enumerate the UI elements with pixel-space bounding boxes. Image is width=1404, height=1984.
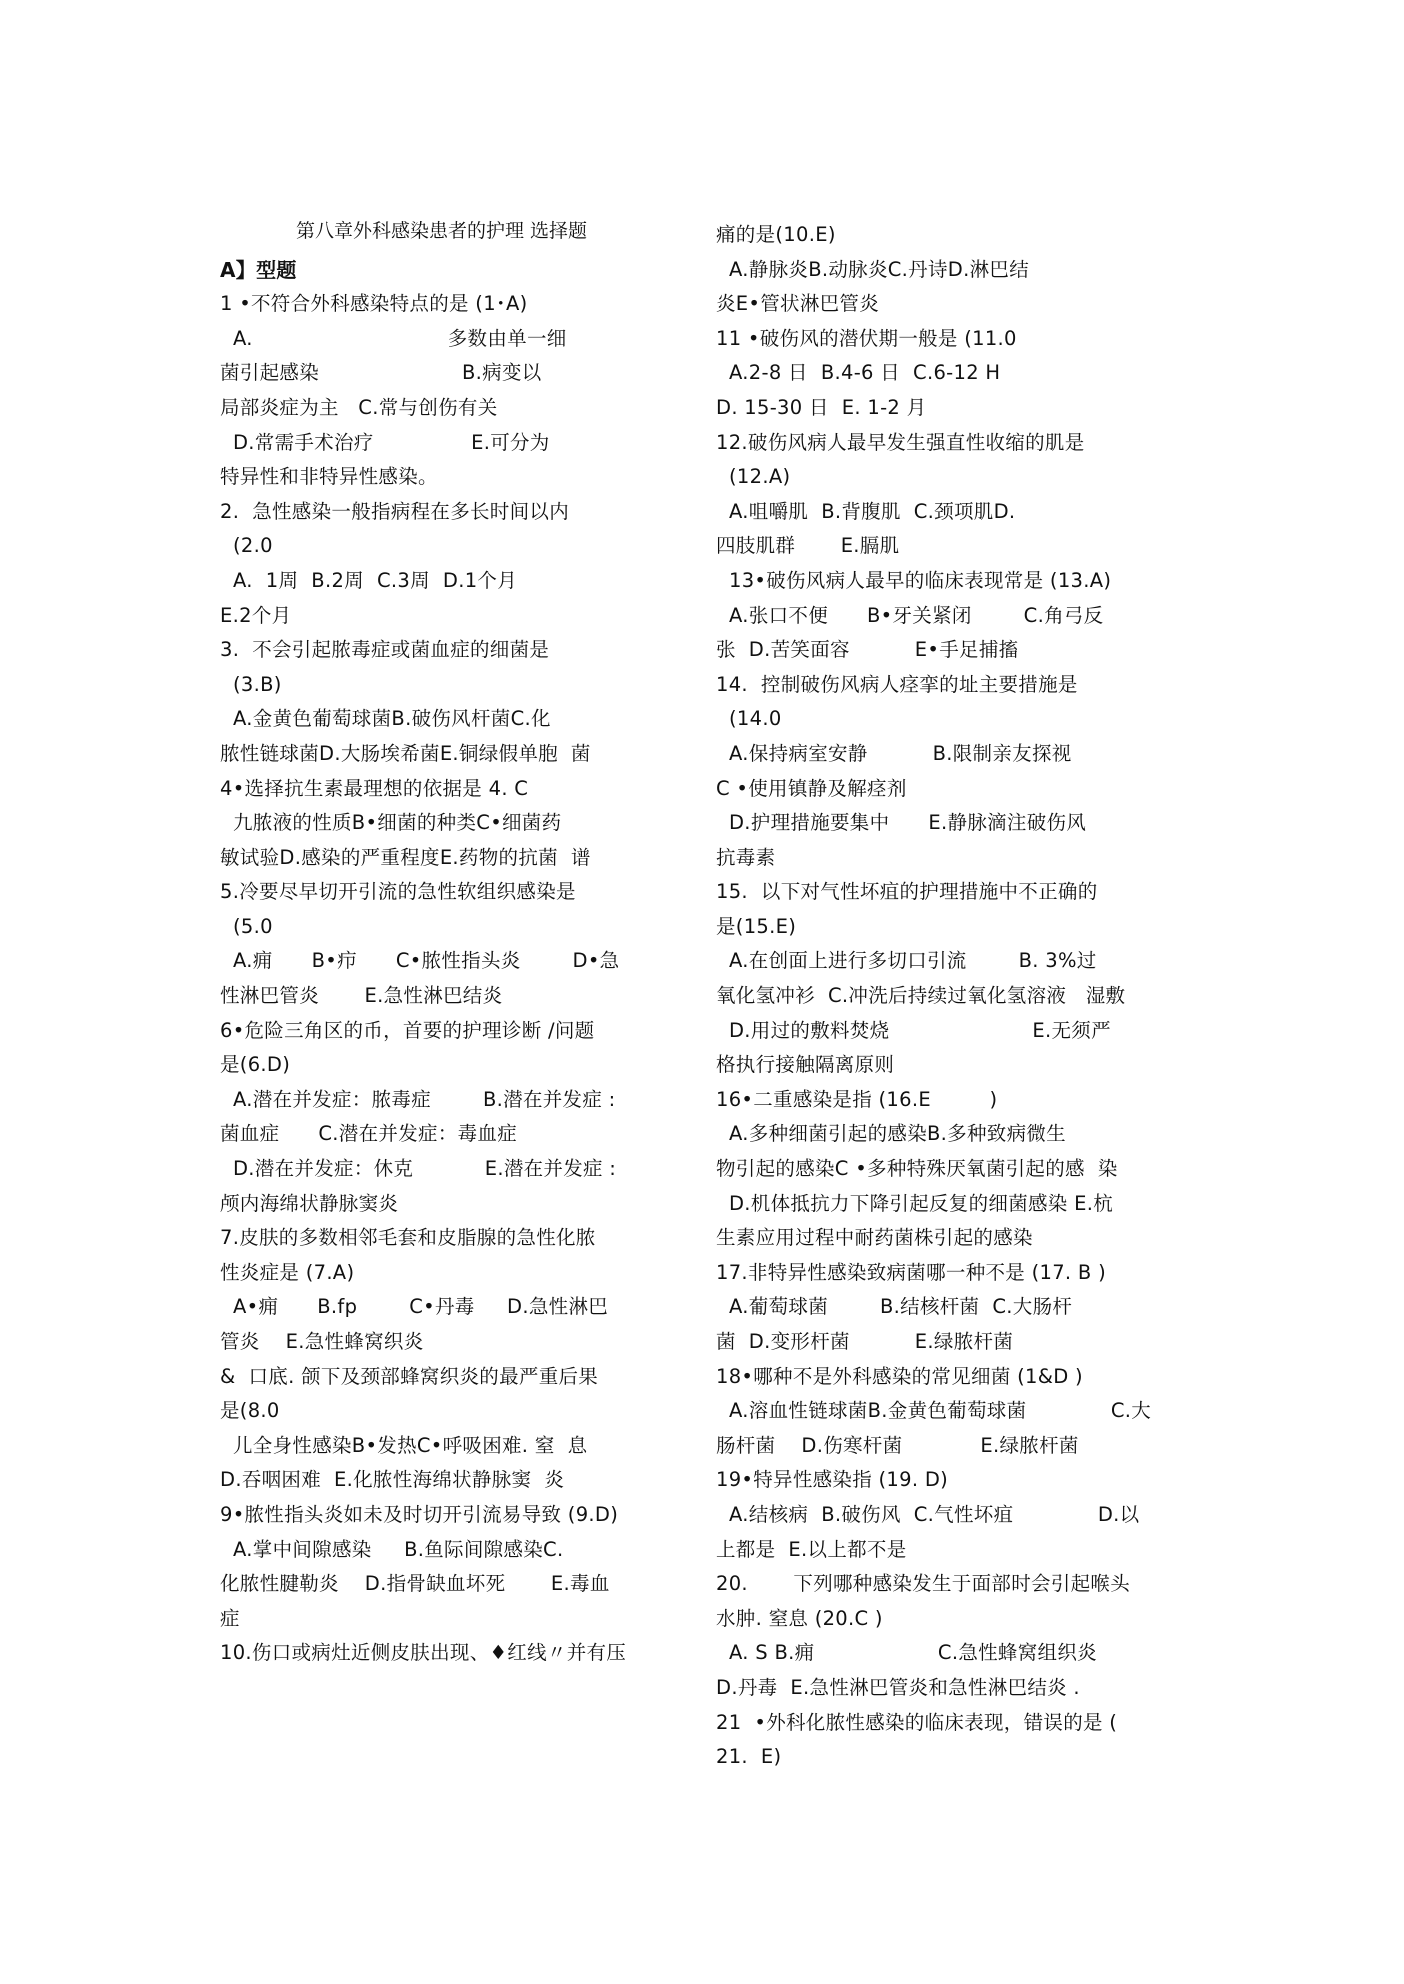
left-text-line: 1 •不符合外科感染特点的是 (1･A) [220, 292, 528, 316]
left-text-line: 化脓性腱勒炎 D.指骨缺血坏死 E.毒血 [220, 1572, 610, 1596]
right-text-line: A.保持病室安静 B.限制亲友探视 [716, 741, 1072, 765]
left-text-line: 菌血症 C.潜在并发症：毒血症 [220, 1122, 518, 1146]
left-text-line: 是(6.D) [220, 1053, 291, 1077]
left-text-line: & 口底. 颌下及颈部蜂窝织炎的最严重后果 [220, 1364, 599, 1388]
right-column [716, 218, 1196, 1775]
right-text-line: 张 D.苦笑面容 E•手足捕搐 [716, 638, 1019, 662]
right-text-line: 15. 以下对气性坏疽的护理措施中不正确的 [716, 880, 1098, 904]
right-text-line: 17.非特异性感染致病菌哪一种不是 (17. B ) [716, 1260, 1107, 1284]
right-text-line: 格执行接触隔离原则 [716, 1053, 895, 1077]
left-text-line: (3.B) [220, 672, 282, 696]
right-text-line: D. 15-30 日 E. 1-2 月 [716, 395, 927, 419]
right-text-line: C •使用镇静及解痉剂 [716, 776, 907, 800]
left-text-line: A. 1周 B.2周 C.3周 D.1个月 [220, 568, 518, 592]
right-text-line: 生素应用过程中耐药菌株引起的感染 [716, 1226, 1033, 1250]
right-text-line: 是(15.E) [716, 914, 797, 938]
right-text-line: D.用过的敷料焚烧 E.无须严 [716, 1018, 1111, 1042]
right-text-line: 物引起的感染C •多种特殊厌氧菌引起的感 染 [716, 1157, 1118, 1181]
left-text-line: 5.冷要尽早切开引流的急性软组织感染是 [220, 880, 576, 904]
right-text-line: 氧化氢冲衫 C.冲洗后持续过氧化氢溶液 湿敷 [716, 984, 1126, 1008]
right-text-line: 21. E) [716, 1745, 782, 1769]
right-text-line: 抗毒素 [716, 845, 776, 869]
left-text-line: A.掌中间隙感染 B.鱼际间隙感染C. [220, 1537, 564, 1561]
right-text-line: 21 •外科化脓性感染的临床表现，错误的是 ( [716, 1710, 1118, 1734]
left-text-line: A.痈 B•疖 C•脓性指头炎 D•急 [220, 949, 620, 973]
left-text-line: 9•脓性指头炎如未及时切开引流易导致 (9.D) [220, 1502, 619, 1526]
left-text-line: 颅内海绵状静脉窦炎 [220, 1191, 399, 1215]
chapter-title: 第八章外科感染患者的护理 选择题 [296, 220, 588, 242]
left-text-line: D.常需手术治疗 E.可分为 [220, 430, 550, 454]
right-text-line: A.2-8 日 B.4-6 日 C.6-12 H [716, 361, 1001, 385]
left-text-line: A.金黄色葡萄球菌B.破伤风杆菌C.化 [220, 707, 551, 731]
right-text-line: 肠杆菌 D.伤寒杆菌 E.绿脓杆菌 [716, 1433, 1079, 1457]
left-text-line: D.潜在并发症：休克 E.潜在并发症 : [220, 1157, 617, 1181]
left-text-line: A】型题 [220, 257, 297, 282]
left-text-line: A•痈 B.fp C•丹毒 D.急性淋巴 [220, 1295, 609, 1319]
left-text-line: 7.皮肤的多数相邻毛套和皮脂腺的急性化脓 [220, 1226, 596, 1250]
left-text-line: 6•危险三角区的币，首要的护理诊断 /问题 [220, 1018, 595, 1042]
left-text-line: E.2个月 [220, 603, 292, 627]
left-text-line: 3. 不会引起脓毒症或菌血症的细菌是 [220, 638, 550, 662]
left-text-line: 敏试验D.感染的严重程度E.药物的抗菌 谱 [220, 845, 591, 869]
right-text-line: 上都是 E.以上都不是 [716, 1537, 907, 1561]
left-text-line: 儿全身性感染B•发热C•呼吸困难. 窒 息 [220, 1433, 588, 1457]
right-text-line: A. S B.痈 C.急性蜂窝组织炎 [716, 1641, 1097, 1665]
right-text-line: 16•二重感染是指 (16.E ) [716, 1087, 998, 1111]
left-text-line: A.潜在并发症：脓毒症 B.潜在并发症 : [220, 1087, 616, 1111]
left-text-line: 4•选择抗生素最理想的依据是 4. C [220, 776, 529, 800]
right-text-line: 水肿. 窒息 (20.C ) [716, 1606, 883, 1630]
right-text-line: A.葡萄球菌 B.结核杆菌 C.大肠杆 [716, 1295, 1073, 1319]
right-text-line: D.丹毒 E.急性淋巴管炎和急性淋巴结炎 . [716, 1675, 1080, 1699]
left-text-line [220, 218, 700, 253]
left-text-line: 性淋巴管炎 E.急性淋巴结炎 [220, 984, 503, 1008]
right-text-line: 12.破伤风病人最早发生强直性收缩的肌是 [716, 430, 1085, 454]
right-text-line: D.机体抵抗力下降引起反复的细菌感染 E.杭 [716, 1191, 1114, 1215]
right-text-line: A.咀嚼肌 B.背腹肌 C.颈项肌D. [716, 499, 1016, 523]
left-text-line: 局部炎症为主 C.常与创伤有关 [220, 395, 498, 419]
left-text-line: 菌引起感染 B.病变以 [220, 361, 542, 385]
right-text-line: D.护理措施要集中 E.静脉滴注破伤风 [716, 811, 1087, 835]
left-text-line: D.吞咽困难 E.化脓性海绵状静脉窦 炎 [220, 1468, 565, 1492]
right-text-line: 菌 D.变形杆菌 E.绿脓杆菌 [716, 1330, 1014, 1353]
right-text-line: 20. 下列哪种感染发生于面部时会引起喉头 [716, 1572, 1131, 1596]
left-text-line: 脓性链球菌D.大肠埃希菌E.铜绿假单胞 菌 [220, 741, 591, 765]
right-text-line: 11 •破伤风的潜伏期一般是 (11.0 [716, 326, 1017, 350]
left-text-line: 九脓液的性质B•细菌的种类C•细菌药 [220, 811, 562, 835]
right-text-line: A.张口不便 B•牙关紧闭 C.角弓反 [716, 603, 1104, 627]
right-text-line: 痛的是(10.E) [716, 223, 836, 246]
right-text-line: 14. 控制破伤风病人痉挛的址主要措施是 [716, 672, 1078, 696]
right-text-line: 18•哪种不是外科感染的常见细菌 (1&D ) [716, 1364, 1083, 1388]
left-column [220, 218, 700, 1671]
left-text-line: 是(8.0 [220, 1399, 280, 1423]
right-text-line: 炎E•管状淋巴管炎 [716, 292, 880, 316]
left-text-line: 症 [220, 1606, 240, 1630]
right-text-line: A.多种细菌引起的感染B.多种致病微生 [716, 1122, 1066, 1146]
left-text-line: (5.0 [220, 914, 273, 938]
left-text-line: 特异性和非特异性感染。 [220, 465, 438, 489]
right-text-line: A.结核病 B.破伤风 C.气性坏疽 D.以 [716, 1502, 1140, 1526]
right-text-line: A.静脉炎B.动脉炎C.丹诗D.淋巴结 [716, 257, 1029, 281]
left-text-line: (2.0 [220, 534, 273, 558]
right-text-line: 19•特异性感染指 (19. D) [716, 1468, 949, 1492]
right-text-line: A.溶血性链球菌B.金黄色葡萄球菌 C.大 [716, 1399, 1152, 1423]
left-text-line: 10.伤口或病灶近侧皮肤出现、♦红线〃并有压 [220, 1641, 627, 1665]
left-text-line: 性炎症是 (7.A) [220, 1260, 355, 1284]
left-text-line: 管炎 E.急性蜂窝织炎 [220, 1330, 424, 1353]
left-text-line: A. 多数由单一细 [220, 326, 567, 350]
right-text-line: 13•破伤风病人最早的临床表现常是 (13.A) [716, 568, 1112, 592]
right-text-line: A.在创面上进行多切口引流 B. 3%过 [716, 949, 1097, 973]
right-text-line: 四肢肌群 E.膈肌 [716, 534, 900, 558]
right-text-line: (12.A) [716, 465, 791, 489]
right-text-line: (14.0 [716, 707, 782, 731]
left-text-line: 2. 急性感染一般指病程在多长时间以内 [220, 499, 570, 523]
